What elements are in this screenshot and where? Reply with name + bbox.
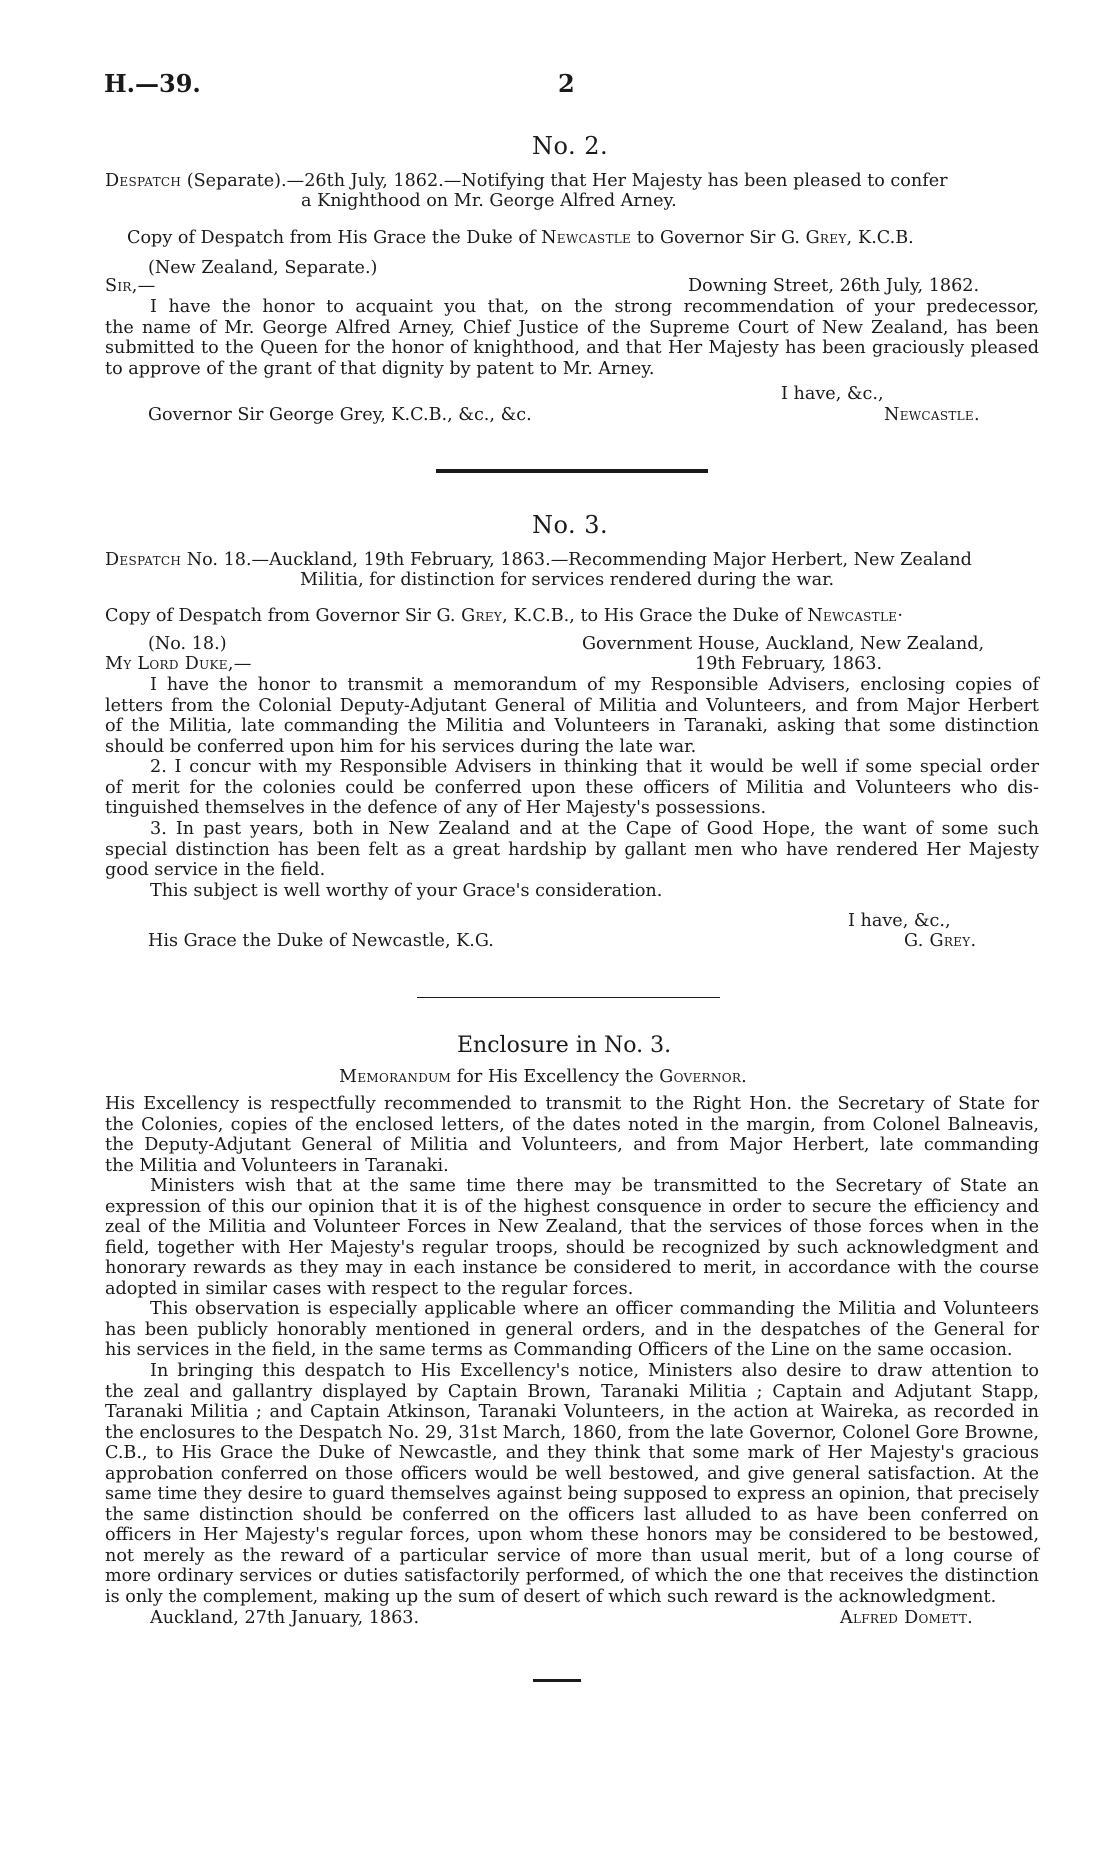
no2-summary-line2: a Knighthood on Mr. George Alfred Arney. <box>301 191 677 211</box>
enclosure-title: Enclosure in No. 3. <box>457 1033 672 1058</box>
no2-body-line: to approve of the grant of that dignity by patent to Mr. Arney. <box>105 358 655 379</box>
section-divider-thin <box>417 997 720 998</box>
no3-title: No. 3. <box>532 511 609 539</box>
enclosure-para-4: In bringing this despatch to His Excellency's notice, Ministers also desire to draw attention to the zeal and gallantry displayed by Captain Brown, Taranaki Militia ; Captain and Adjutant Stapp, Taranaki Militia ; and Captain Atkinson, Taranaki Volunteers, in the action at Waireka, as recorded in the enclosures to the Despatch No. 29, 31st March, 1860, from the late Governor, Colonel Gore Browne, C.B., to His Grace the Duke of Newcastle, and they think that some mark of Her Majesty's gracious approbation conferred on those officers would be well bestowed, and give general satisfaction. At the same time they desire to guard themselves against being supposed to express an opinion, that precisely the same distinction should be conferred on the officers last alluded to as have been conferred on officers in Her Majesty's regular forces, upon whom these honors may be considered to be bestowed, not merely as the reward of a particular service of more than usual merit, but of a long course of more ordinary services or duties satisfactorily performed, of which the one that receives the distinction is only the complement, making up the sum of desert of which such reward is the acknowledgment. <box>105 1361 1039 1607</box>
no3-closing: I have, &c., <box>848 911 951 931</box>
no3-para-2: 2. I concur with my Responsible Advisers in thinking that it would be well if some special order of merit for the colonies could be conferred upon these officers of Militia and Volunteers who dis- tinguished themselves in the defence of any of Her Majesty's possessions. <box>105 757 1039 818</box>
parliamentary-paper-ref: H.—39. <box>104 69 201 98</box>
no3-para-4: This subject is well worthy of your Grace's consideration. <box>150 881 663 901</box>
memorandum-heading: Memorandum for His Excellency the Governor. <box>339 1067 748 1087</box>
no2-body <box>105 297 1039 379</box>
no3-addressee: His Grace the Duke of Newcastle, K.G. <box>148 931 494 951</box>
section-divider <box>436 469 708 473</box>
no3-address-line1: Government House, Auckland, New Zealand, <box>582 634 985 654</box>
no3-series: (No. 18.) <box>148 634 227 654</box>
enclosure-para-1: His Excellency is respectfully recommended to transmit to the Right Hon. the Secretary of State for the Colonies, copies of the enclosed letters, of the dates noted in the margin, from Colonel Balneavis, the Deputy-Adjutant General of Militia and Volunteers, and from Major Herbert, late commanding the Militia and Volunteers in Taranaki. <box>105 1094 1039 1176</box>
no3-date: 19th February, 1863. <box>695 654 883 674</box>
no3-para-1: I have the honor to transmit a memorandum of my Responsible Advisers, enclosing copies of letters from the Colonial Deputy-Adjutant General of Militia and Volunteers, and from Major Herbert of the Militia, late commanding the Militia and Volunteers in Taranaki, asking that some distinction should be conferred upon him for his services during the late war. <box>105 675 1039 757</box>
no3-salutation: My Lord Duke,— <box>105 654 252 674</box>
no2-body-line: submitted to the Queen for the honor of knighthood, and that Her Majesty has been graciously pleased <box>105 338 1039 358</box>
no2-address-date: Downing Street, 26th July, 1862. <box>688 276 980 296</box>
no3-summary-lead: Despatch <box>105 550 182 570</box>
no2-signature: Newcastle. <box>884 405 980 425</box>
no2-addressee: Governor Sir George Grey, K.C.B., &c., &c. <box>148 405 532 425</box>
no2-summary-lead: Despatch <box>105 171 182 191</box>
end-rule <box>533 1679 581 1682</box>
no2-body-line: I have the honor to acquaint you that, on the strong recommendation of your predecessor, <box>150 297 1039 317</box>
no3-para-3: 3. In past years, both in New Zealand and at the Cape of Good Hope, the want of some such special distinction has been felt as a great hardship by gallant men who have rendered Her Majesty good service in the field. <box>105 819 1039 880</box>
no3-summary-line2: Militia, for distinction for services rendered during the war. <box>300 570 835 590</box>
no3-summary-line1: Despatch No. 18.—Auckland, 19th February, 1863.—Recommending Major Herbert, New Zealand <box>105 550 972 570</box>
no3-copy-line: Copy of Despatch from Governor Sir G. Grey, K.C.B., to His Grace the Duke of Newcastle· <box>105 606 904 626</box>
enclosure-place-date: Auckland, 27th January, 1863. <box>150 1608 420 1628</box>
no2-body-line: the name of Mr. George Alfred Arney, Chief Justice of the Supreme Court of New Zealand, has been <box>105 317 1039 338</box>
no2-title: No. 2. <box>532 132 609 160</box>
no2-summary-line1: Despatch (Separate).—26th July, 1862.—Notifying that Her Majesty has been pleased to confer <box>105 171 948 191</box>
no2-copy-line: Copy of Despatch from His Grace the Duke of Newcastle to Governor Sir G. Grey, K.C.B. <box>127 228 914 248</box>
no2-closing: I have, &c., <box>781 384 884 404</box>
enclosure-para-3: This observation is especially applicable where an officer commanding the Militia and Volunteers has been publicly honorably mentioned in general orders, and in the despatches of the General for his services in the field, in the same terms as Commanding Officers of the Line on the same occasion. <box>105 1299 1039 1360</box>
no3-signature: G. Grey. <box>904 931 977 951</box>
no2-series: (New Zealand, Separate.) <box>148 258 378 278</box>
enclosure-para-2: Ministers wish that at the same time there may be transmitted to the Secretary of State an expression of this our opinion that it is of the highest consquence in order to secure the efficiency and zeal of the Militia and Volunteer Forces in New Zealand, that the services of those forces when in the field, together with Her Majesty's regular troops, should be recognized by such acknowledgment and honorary rewards as they may in each instance be considered to merit, in accordance with the course adopted in similar cases with respect to the regular forces. <box>105 1176 1039 1299</box>
enclosure-signature: Alfred Domett. <box>840 1608 974 1628</box>
no2-salutation: Sir,— <box>105 276 156 296</box>
page-number: 2 <box>558 69 575 98</box>
